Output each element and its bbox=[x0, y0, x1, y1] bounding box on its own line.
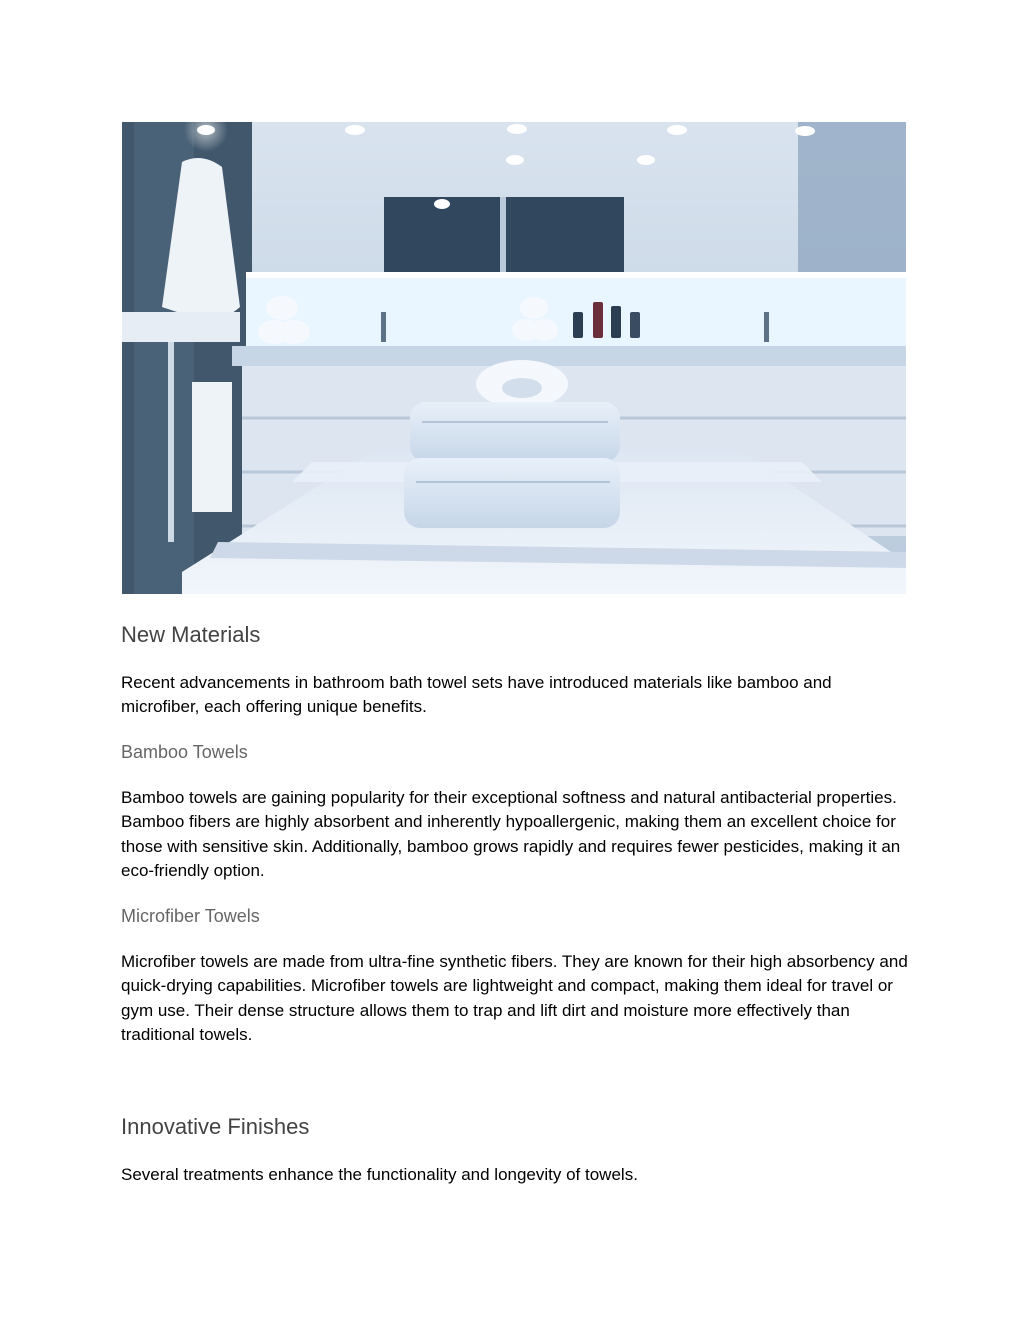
spa-bathroom-photo bbox=[122, 122, 906, 594]
section-intro-innovative-finishes: Several treatments enhance the functionality and longevity of towels. bbox=[121, 1165, 638, 1184]
subsection-heading-bamboo-towels: Bamboo Towels bbox=[121, 742, 248, 762]
spa-bathroom-illustration bbox=[122, 122, 906, 594]
bamboo-towels-paragraph: Bamboo towels are gaining popularity for their exceptional softness and natural antibacterial properties. Bamboo fibers are highly absorbent and inherently hypoallergenic, making them an excellent choice for those with sensitive skin. Additionally, bamboo grows rapidly and requires fewer pesticides, making it an eco-friendly option. bbox=[121, 788, 901, 881]
section-intro-new-materials: Recent advancements in bathroom bath towel sets have introduced materials like bamboo and microfiber, each offering unique benefits. bbox=[121, 673, 832, 717]
section-heading-new-materials: New Materials bbox=[121, 622, 261, 647]
subsection-heading-microfiber-towels: Microfiber Towels bbox=[121, 906, 260, 926]
microfiber-towels-paragraph: Microfiber towels are made from ultra-fine synthetic fibers. They are known for their high absorbency and quick-drying capabilities. Microfiber towels are lightweight and compact, making them ideal for travel or gym use. Their dense structure allows them to trap and lift dirt and moisture more effectively than traditional towels. bbox=[121, 952, 908, 1045]
section-heading-innovative-finishes: Innovative Finishes bbox=[121, 1114, 310, 1139]
